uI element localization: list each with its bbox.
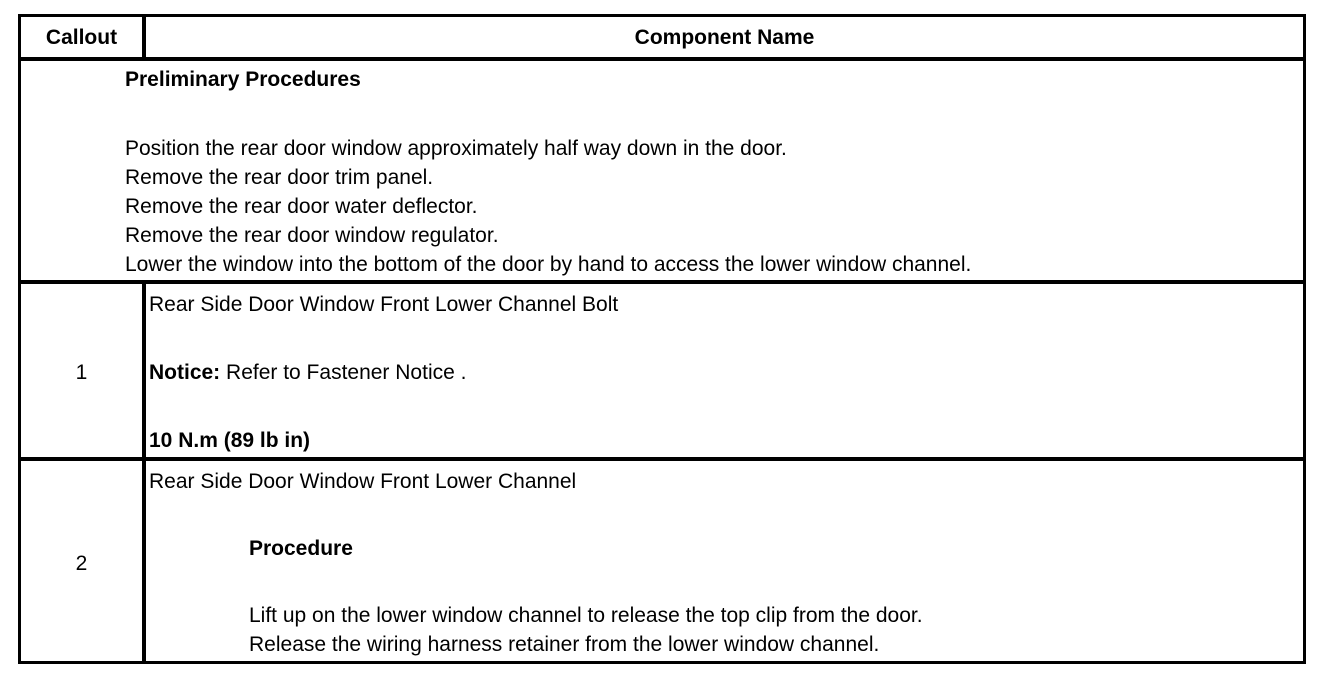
row-2-component-name: Rear Side Door Window Front Lower Channel <box>149 470 577 493</box>
row-1-divider <box>21 457 1303 461</box>
preliminary-step: Remove the rear door trim panel. <box>125 166 434 189</box>
preliminary-divider <box>21 280 1303 284</box>
row-2-procedure-steps <box>249 601 923 659</box>
row-1-callout: 1 <box>75 361 88 384</box>
row-1-notice <box>149 358 466 387</box>
header-component-name: Component Name <box>634 26 815 49</box>
notice-text: Refer to Fastener Notice . <box>220 361 467 384</box>
notice-label: Notice: <box>149 361 221 384</box>
rows-column-divider <box>142 284 146 661</box>
preliminary-steps <box>125 134 971 279</box>
preliminary-title: Preliminary Procedures <box>125 68 361 91</box>
row-1-component-name: Rear Side Door Window Front Lower Channel Bolt <box>149 293 619 316</box>
preliminary-step: Remove the rear door window regulator. <box>125 224 499 247</box>
preliminary-step: Position the rear door window approximately half way down in the door. <box>125 137 787 160</box>
preliminary-step: Lower the window into the bottom of the door by hand to access the lower window channel. <box>125 253 972 276</box>
component-table <box>18 14 1306 664</box>
row-1-torque: 10 N.m (89 lb in) <box>149 429 311 452</box>
procedure-step: Lift up on the lower window channel to release the top clip from the door. <box>249 604 923 627</box>
row-2-procedure-title: Procedure <box>249 537 353 560</box>
header-divider <box>21 57 1303 61</box>
procedure-step: Release the wiring harness retainer from the lower window channel. <box>249 633 880 656</box>
row-2-callout: 2 <box>75 552 88 575</box>
preliminary-step: Remove the rear door water deflector. <box>125 195 478 218</box>
header-callout: Callout <box>45 26 118 49</box>
